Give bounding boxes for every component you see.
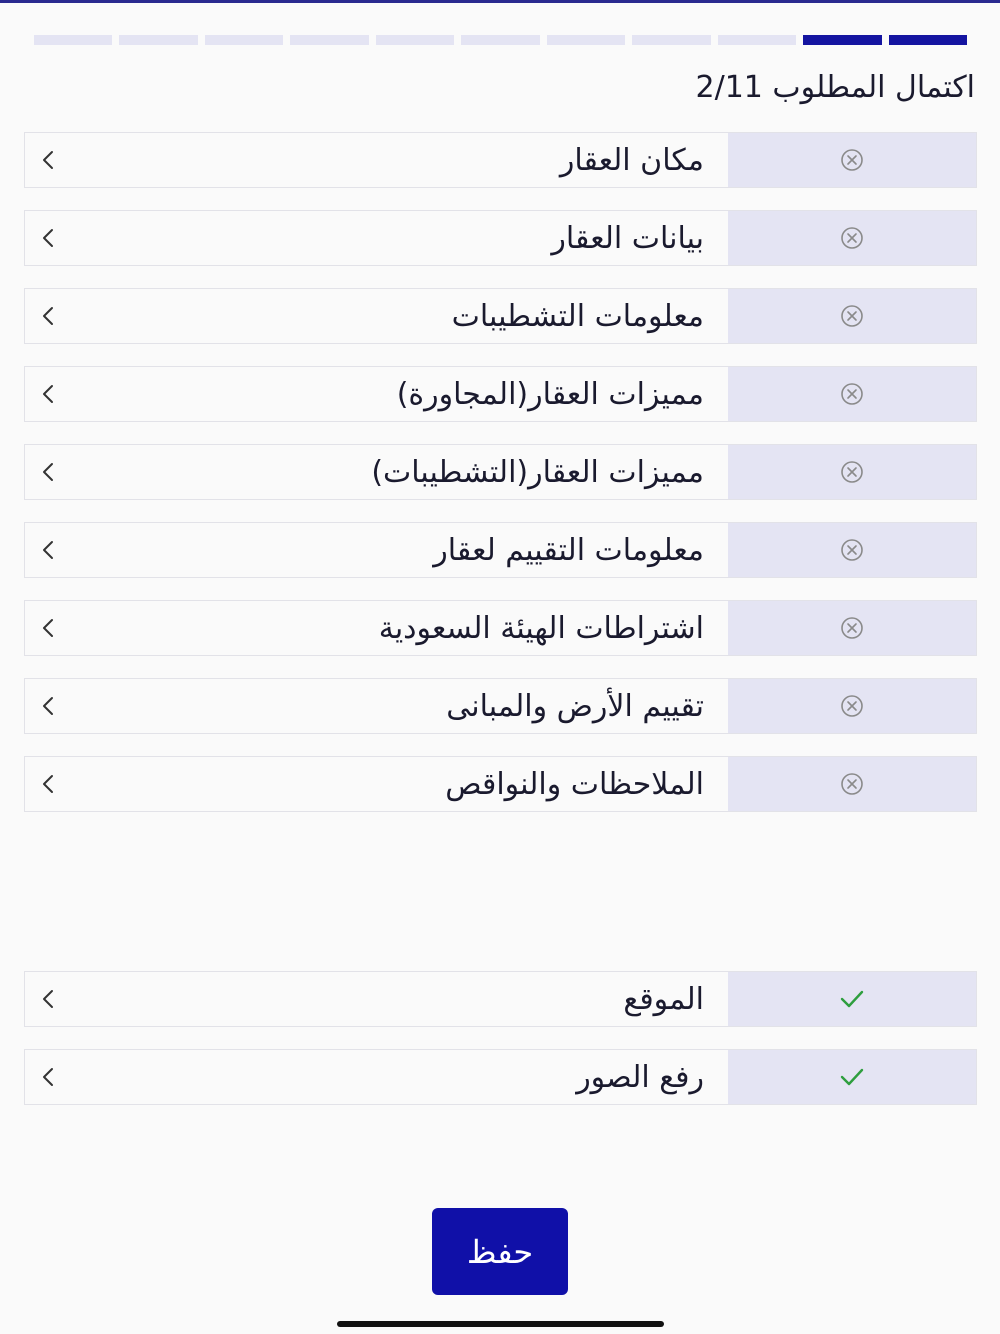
home-indicator: [337, 1321, 664, 1327]
chevron-left-icon: [25, 679, 71, 733]
circle-x-icon: [728, 445, 976, 499]
section-label: بيانات العقار: [551, 221, 704, 256]
circle-x-icon: [728, 679, 976, 733]
complete-sections-list: [24, 971, 977, 1127]
section-row[interactable]: [24, 971, 977, 1027]
circle-x-icon: [728, 523, 976, 577]
section-label: تقييم الأرض والمبانى: [446, 689, 704, 724]
progress-segment: [547, 35, 625, 45]
circle-x-icon: [728, 211, 976, 265]
section-label: مميزات العقار(التشطيبات): [371, 455, 704, 490]
progress-segment: [889, 35, 967, 45]
chevron-left-icon: [25, 601, 71, 655]
circle-x-icon: [728, 367, 976, 421]
save-button[interactable]: حفظ: [432, 1208, 568, 1295]
progress-segment: [376, 35, 454, 45]
section-label: معلومات التشطيبات: [451, 299, 704, 334]
section-row[interactable]: [24, 678, 977, 734]
top-accent-line: [0, 0, 1000, 3]
chevron-left-icon: [25, 523, 71, 577]
section-row[interactable]: [24, 522, 977, 578]
section-label: الموقع: [623, 982, 704, 1017]
progress-segment: [718, 35, 796, 45]
circle-x-icon: [728, 133, 976, 187]
circle-x-icon: [728, 289, 976, 343]
section-label: مميزات العقار(المجاورة): [396, 377, 704, 412]
section-label: اشتراطات الهيئة السعودية: [378, 611, 704, 646]
progress-segment: [290, 35, 368, 45]
section-row[interactable]: [24, 600, 977, 656]
progress-segment: [119, 35, 197, 45]
section-row[interactable]: [24, 132, 977, 188]
chevron-left-icon: [25, 757, 71, 811]
section-label: رفع الصور: [576, 1060, 704, 1095]
check-icon: [728, 972, 976, 1026]
section-label: الملاحظات والنواقص: [445, 767, 704, 802]
chevron-left-icon: [25, 211, 71, 265]
chevron-left-icon: [25, 367, 71, 421]
step-progress-bar: [34, 35, 967, 45]
section-row[interactable]: [24, 444, 977, 500]
section-row[interactable]: [24, 210, 977, 266]
progress-segment: [632, 35, 710, 45]
check-icon: [728, 1050, 976, 1104]
progress-segment: [803, 35, 881, 45]
progress-segment: [205, 35, 283, 45]
chevron-left-icon: [25, 445, 71, 499]
incomplete-sections-list: [24, 132, 977, 834]
chevron-left-icon: [25, 133, 71, 187]
section-row[interactable]: [24, 288, 977, 344]
chevron-left-icon: [25, 1050, 71, 1104]
chevron-left-icon: [25, 972, 71, 1026]
circle-x-icon: [728, 757, 976, 811]
section-row[interactable]: [24, 756, 977, 812]
section-row[interactable]: [24, 366, 977, 422]
completion-text: اكتمال المطلوب 2/11: [695, 70, 975, 105]
progress-segment: [34, 35, 112, 45]
section-label: معلومات التقييم لعقار: [433, 533, 704, 568]
section-label: مكان العقار: [559, 143, 704, 178]
circle-x-icon: [728, 601, 976, 655]
progress-segment: [461, 35, 539, 45]
chevron-left-icon: [25, 289, 71, 343]
section-row[interactable]: [24, 1049, 977, 1105]
